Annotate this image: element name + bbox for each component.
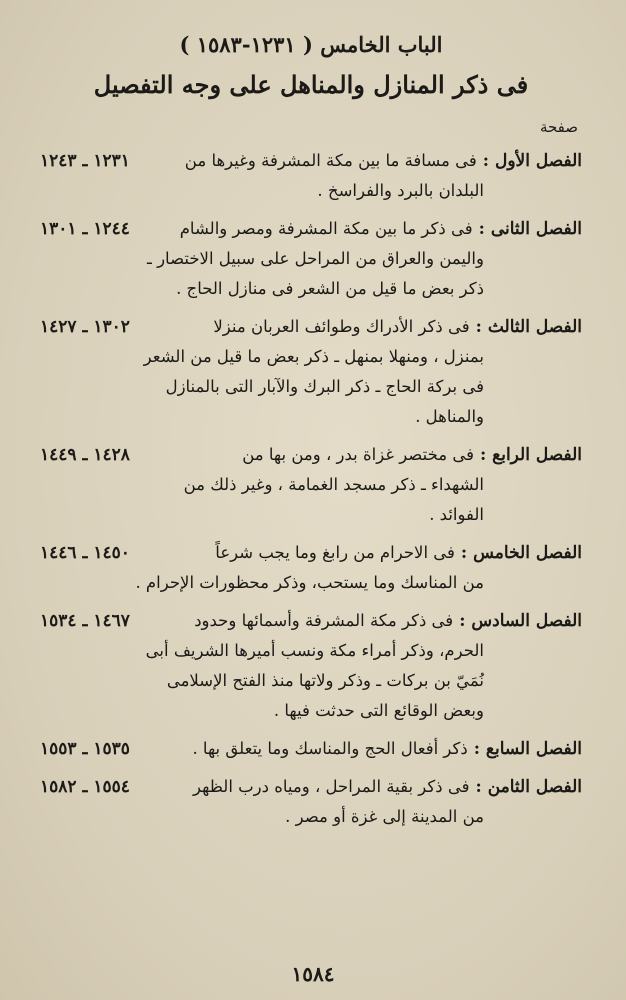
chapter-description-continuation: ذكر بعض ما قيل من الشعر فى منازل الحاج . (176, 279, 484, 298)
toc-entry-first-line (40, 734, 582, 764)
page-range: ١٤٥٠ ـ ١٤٤٦ (40, 543, 130, 563)
page-range: ١٥٣٥ ـ ١٥٥٣ (40, 739, 130, 759)
chapter-label: الفصل الثامن : (475, 777, 582, 797)
chapter-description-continuation: بمنزل ، ومنهلا بمنهل ـ ذكر بعض ما قيل من الشعر (143, 347, 484, 366)
section-subtitle: فى ذكر المنازل والمناهل على وجه التفصيل (93, 70, 529, 99)
chapter-description-continuation: البلدان بالبرد والفراسخ . (317, 181, 484, 200)
chapter-description-continuation: والمناهل . (415, 407, 484, 426)
page-column-header: صفحة (539, 118, 578, 136)
chapter-label: الفصل الخامس : (460, 543, 582, 563)
toc-entry (40, 146, 582, 206)
toc-entry (40, 538, 582, 598)
toc-entry-first-line (40, 538, 582, 568)
page-range: ١٤٦٧ ـ ١٥٣٤ (40, 611, 130, 631)
chapter-description-continuation: الفوائد . (429, 505, 484, 524)
page-number: ١٥٨٤ (291, 962, 335, 986)
chapter-description: فى الاحرام من رابغ وما يجب شرعاً (215, 543, 455, 562)
chapter-label: الفصل السابع : (473, 739, 582, 759)
toc-entry-first-line (40, 146, 582, 176)
chapter-description-continuation: من المدينة إلى غزة أو مصر . (285, 807, 484, 826)
section-title: الباب الخامس ( ١٢٣١-١٥٨٣ ) (179, 32, 443, 57)
toc-entry-first-line (40, 312, 582, 342)
chapter-label: الفصل الرابع : (479, 445, 582, 465)
toc-entry (40, 734, 582, 764)
toc-entry-first-line (40, 772, 582, 802)
chapter-description: فى ذكر ما بين مكة المشرفة ومصر والشام (179, 219, 473, 238)
toc-entry (40, 440, 582, 530)
page-range: ١٣٠٢ ـ ١٤٢٧ (40, 317, 130, 337)
chapter-description: ذكر أفعال الحج والمناسك وما يتعلق بها . (192, 739, 468, 758)
chapter-description-continuation: الحرم، وذكر أمراء مكة ونسب أميرها الشريف أبى (145, 641, 484, 660)
chapter-description-continuation: من المناسك وما يستحب، وذكر محظورات الإحرام . (135, 573, 484, 592)
page-range: ١٤٢٨ ـ ١٤٤٩ (40, 445, 130, 465)
chapter-description: فى مختصر غزاة بدر ، ومن بها من (242, 445, 474, 464)
chapter-label: الفصل الثانى : (478, 219, 582, 239)
chapter-description-continuation: نُمَيّ بن بركات ـ وذكر ولاتها منذ الفتح الإسلامى (166, 671, 484, 690)
chapter-description-continuation: الشهداء ـ ذكر مسجد الغمامة ، وغير ذلك من (183, 475, 484, 494)
chapter-description: فى ذكر بقية المراحل ، ومياه درب الظهر (193, 777, 470, 796)
chapter-description: فى مسافة ما بين مكة المشرفة وغيرها من (184, 151, 477, 170)
toc-entry-first-line (40, 440, 582, 470)
toc-entry-first-line (40, 606, 582, 636)
chapter-description-continuation: فى بركة الحاج ـ ذكر البرك والآبار التى بالمنازل (165, 377, 484, 396)
chapter-description: فى ذكر الأدراك وطوائف العربان منزلا (213, 317, 470, 336)
toc-entry (40, 214, 582, 304)
page-range: ١٢٤٤ ـ ١٣٠١ (40, 219, 130, 239)
chapter-label: الفصل السادس : (459, 611, 582, 631)
toc-entry (40, 312, 582, 432)
chapter-description-continuation: واليمن والعراق من المراحل على سبيل الاختصار ـ (147, 249, 484, 268)
chapter-description: فى ذكر مكة المشرفة وأسمائها وحدود (194, 611, 454, 630)
toc-entry (40, 606, 582, 726)
page-range: ١٥٥٤ ـ ١٥٨٢ (40, 777, 130, 797)
page-range: ١٢٣١ ـ ١٢٤٣ (40, 151, 130, 171)
chapter-description-continuation: وبعض الوقائع التى حدثت فيها . (273, 701, 484, 720)
chapter-label: الفصل الأول : (482, 151, 582, 171)
toc-entry (40, 772, 582, 832)
chapter-label: الفصل الثالث : (475, 317, 582, 337)
table-of-contents (40, 146, 582, 832)
toc-entry-first-line (40, 214, 582, 244)
